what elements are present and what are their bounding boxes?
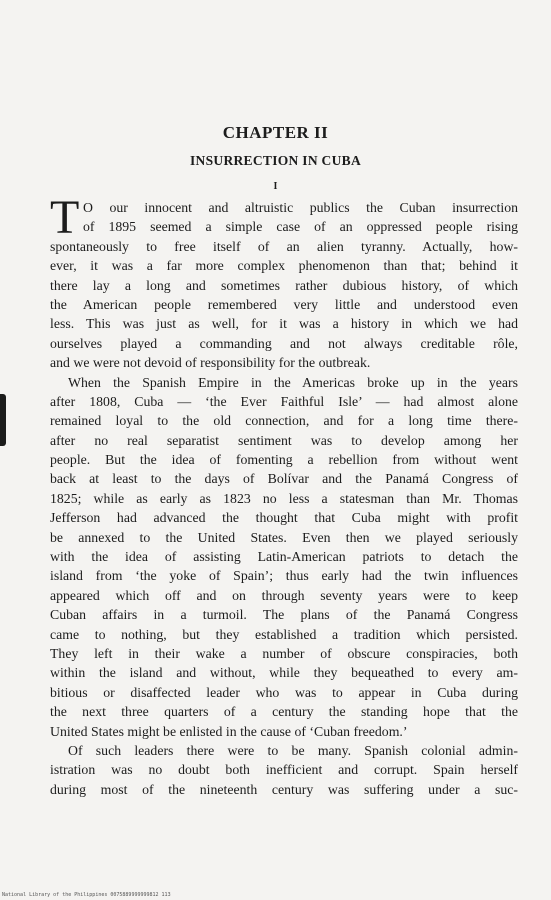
text-line: istration was no doubt both inefficient and corrupt. Spain herself xyxy=(50,762,518,778)
text-line: ever, it was a far more complex phenomenon than that; behind it xyxy=(50,258,518,274)
text-line: after no real separatist sentiment was to develop among her xyxy=(50,432,518,448)
text-line: of 1895 seemed a simple case of an oppressed people rising xyxy=(83,219,518,235)
text-line: Cuban affairs in a turmoil. The plans of the Panamá Congress xyxy=(50,607,518,623)
text-line: during most of the nineteenth century was suffering under a suc- xyxy=(50,781,518,797)
body-text xyxy=(50,191,518,799)
text-line: within the island and without, while they bequeathed to every am- xyxy=(50,665,518,681)
text-line: O our innocent and altruistic publics the Cuban insurrection xyxy=(83,200,518,215)
scan-footer: National Library of the Philippines 0075889999999812 113 xyxy=(2,892,171,898)
scan-margin-mark xyxy=(0,394,6,446)
text-line: appeared which off and on through seventy years were to keep xyxy=(50,587,518,603)
text-line: the American people remembered very little and understood even xyxy=(50,296,518,312)
text-line: came to nothing, but they established a tradition which persisted. xyxy=(50,626,518,642)
text-line: there lay a long and sometimes rather dubious history, of which xyxy=(50,277,518,293)
chapter-heading: CHAPTER II xyxy=(222,123,329,142)
text-line: Of such leaders there were to be many. Spanish colonial admin- xyxy=(68,742,518,758)
text-line: Jefferson had advanced the thought that Cuba might with profit xyxy=(50,510,518,526)
drop-cap: T xyxy=(50,191,80,244)
text-line: spontaneously to free itself of an alien tyranny. Actually, how- xyxy=(50,238,518,254)
text-line: after 1808, Cuba — ‘the Ever Faithful Isle’ — had almost alone xyxy=(50,393,518,409)
text-line: When the Spanish Empire in the Americas broke up in the years xyxy=(68,374,518,390)
text-line: ourselves played a commanding and not always creditable rôle, xyxy=(50,335,518,351)
text-line: less. This was just as well, for it was a history in which we had xyxy=(50,316,518,332)
text-line: remained loyal to the old connection, and for a long time there- xyxy=(50,413,518,429)
text-line: with the idea of assisting Latin-American patriots to detach the xyxy=(50,549,518,565)
text-line: people. But the idea of fomenting a rebellion from without went xyxy=(50,452,518,468)
text-line: the next three quarters of a century the standing hope that the xyxy=(50,704,518,720)
text-line: back at least to the days of Bolívar and the Panamá Congress of xyxy=(50,471,518,487)
text-line: bitious or disaffected leader who was to appear in Cuba during xyxy=(50,684,518,700)
chapter-title: INSURRECTION IN CUBA xyxy=(189,153,362,168)
text-line: They left in their wake a number of obscure conspiracies, both xyxy=(50,645,518,661)
text-line: United States might be enlisted in the cause of ‘Cuban freedom.’ xyxy=(50,723,408,739)
text-line: be annexed to the United States. Even then we played seriously xyxy=(50,529,518,545)
text-line: and we were not devoid of responsibility for the outbreak. xyxy=(50,355,371,371)
section-number: I xyxy=(273,181,278,192)
text-line: 1825; while as early as 1823 no less a statesman than Mr. Thomas xyxy=(50,490,518,506)
text-line: island from ‘the yoke of Spain’; thus early had the twin influences xyxy=(50,568,518,584)
